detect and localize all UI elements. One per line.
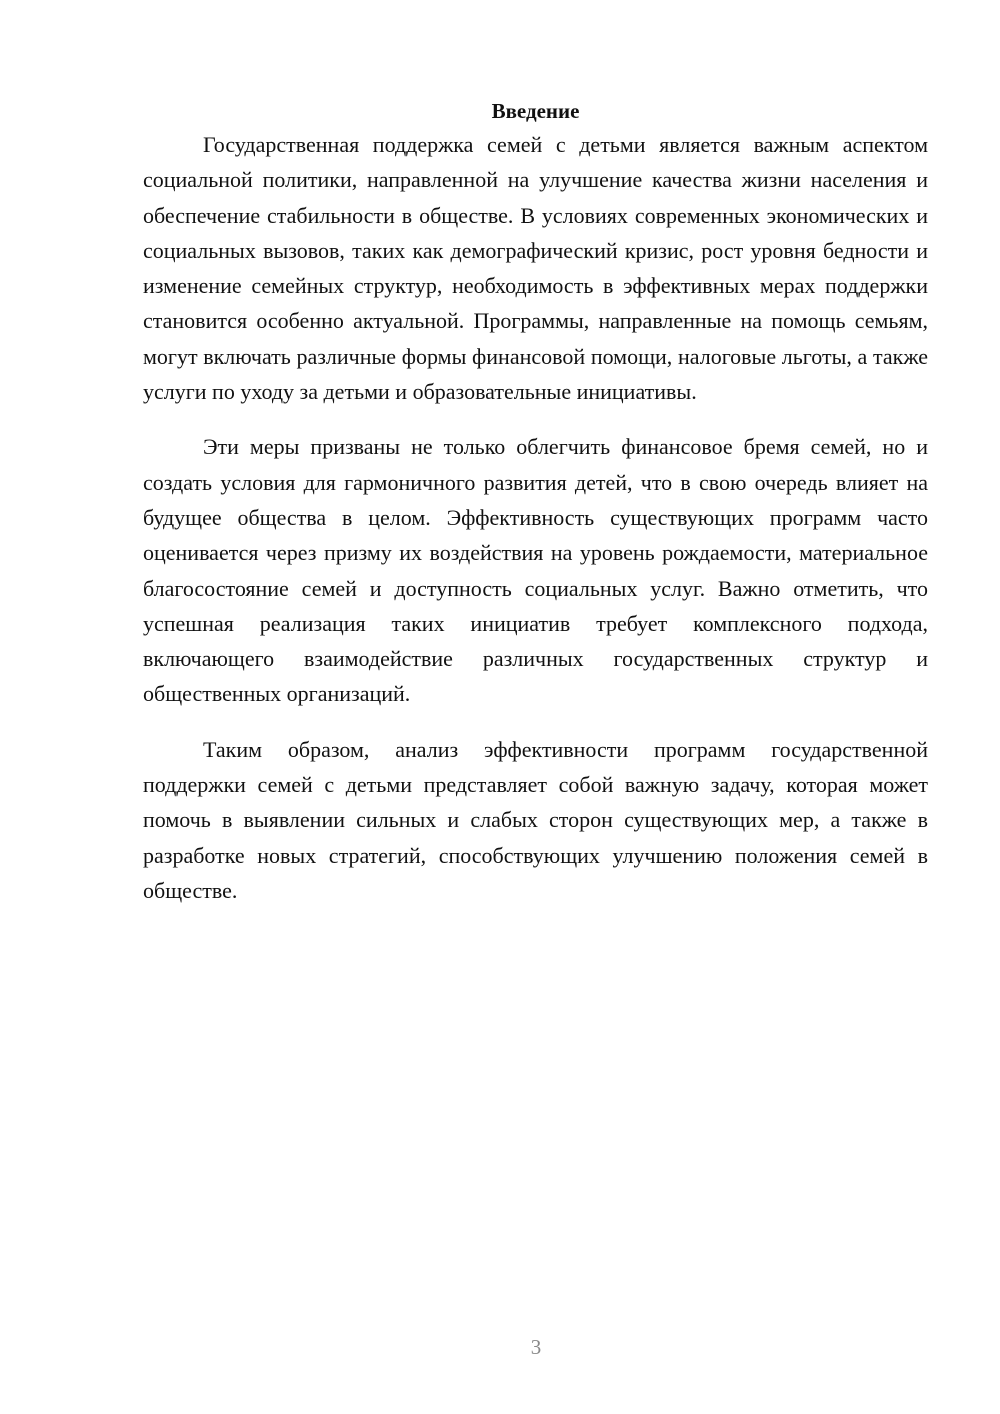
paragraph-conclusion: Таким образом, анализ эффективности программ государственной поддержки семей с детьми представляет собой важную задачу, которая может помочь в выявлении сильных и слабых сторон существующих мер, а также в разработке новых стратегий, способствующих улучшению положения семей в обществе.	[143, 736, 928, 903]
paragraph-intro: Государственная поддержка семей с детьми является важным аспектом социальной политики, направленной на улучшение качества жизни населения и обеспечение стабильности в обществе. В условиях современных экономических и социальных вызовов, таких как демографический кризис, рост уровня бедности и изменение семейных структур, необходимость в эффективных мерах поддержки становится особенно актуальной. Программы, направленные на помощь семьям, могут включать различные формы финансовой помощи, налоговые льготы, а также услуги по уходу за детьми и образовательные инициативы.	[143, 132, 928, 405]
paragraph-measures: Эти меры призваны не только облегчить финансовое бремя семей, но и создать условия для гармоничного развития детей, что в свою очередь влияет на будущее общества в целом. Эффективность существующих программ часто оценивается через призму их воздействия на уровень рождаемости, материальное благосостояние семей и доступность социальных услуг. Важно отметить, что успешная реализация таких инициатив требует комплексного подхода, включающего взаимодействие различных государственных структур и общественных организаций.	[143, 434, 928, 707]
page-content	[143, 95, 928, 908]
page-number: 3	[530, 1335, 542, 1359]
section-heading: Введение	[491, 99, 580, 123]
